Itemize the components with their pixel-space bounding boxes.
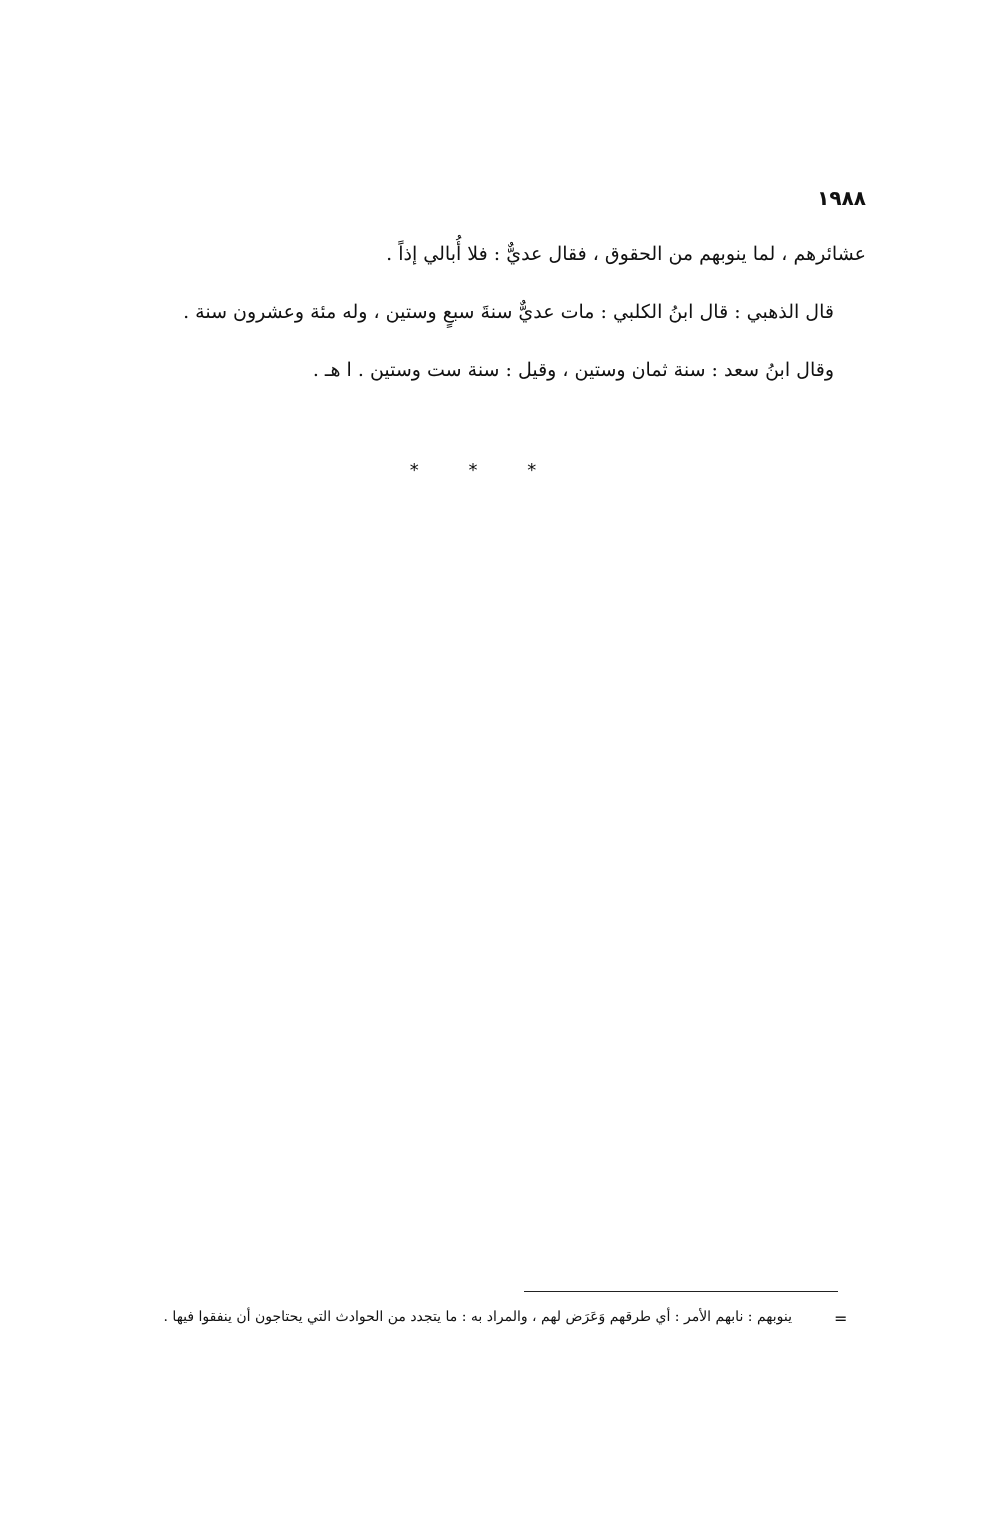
footnote-text: ينوبهم : نابهم الأمر : أي طرقهم وَعَرَض لهم ، والمراد به : ما يتجدد من الحوادث التي يحتاجون أن ينفقوا فيها .	[163, 1309, 792, 1325]
section-separator: * * *	[409, 460, 559, 481]
body-line-1: عشائرهم ، لما ينوبهم من الحقوق ، فقال عديٌّ : فلا أُبالي إذاً .	[386, 243, 866, 265]
footnote-rule	[524, 1291, 838, 1292]
body-line-3: وقال ابنُ سعد : سنة ثمان وستين ، وقيل : سنة ست وستين . ا هـ .	[312, 359, 834, 381]
page-number: ١٩٨٨	[817, 186, 866, 210]
footnote-marker: =	[834, 1309, 848, 1328]
body-line-2: قال الذهبي : قال ابنُ الكلبي : مات عديٌّ سنةَ سبعٍ وستين ، وله مئة وعشرون سنة .	[183, 301, 834, 323]
